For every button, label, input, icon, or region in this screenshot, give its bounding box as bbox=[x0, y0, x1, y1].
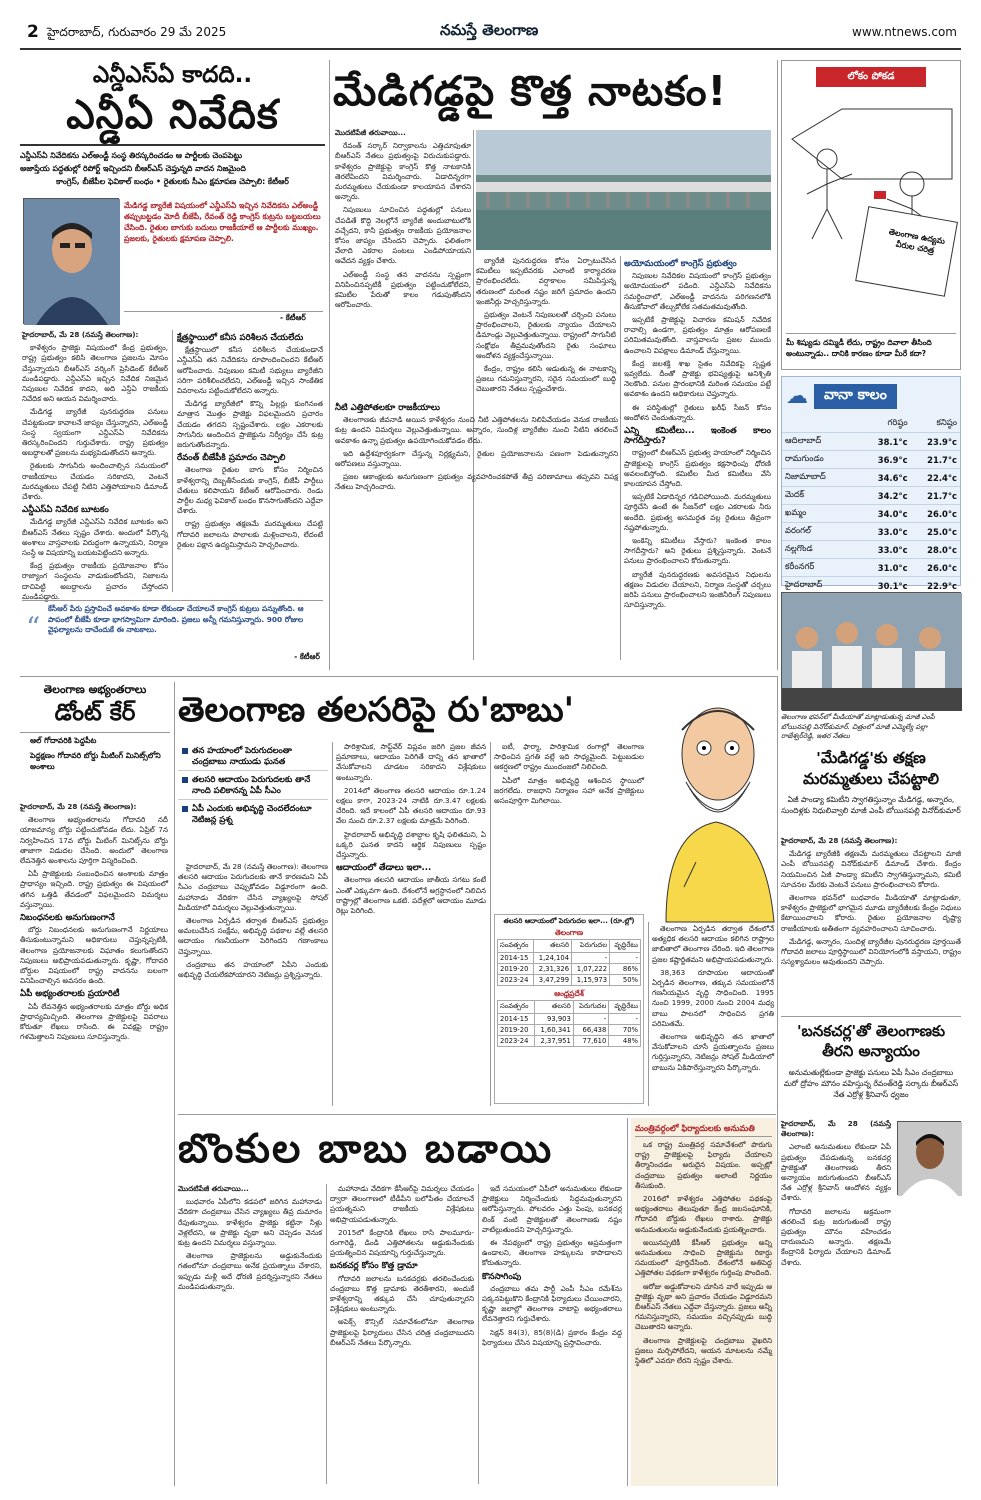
th: వృద్ధిరేటు bbox=[610, 940, 641, 953]
story-headline: 'మేడిగడ్డ'కు తక్షణ మరమ్మతులు చేపట్టాలి bbox=[803, 749, 939, 788]
city: వరంగల్ bbox=[782, 523, 861, 541]
story-paragraph: ఇది ఉద్దేశపూర్వకంగా చేస్తున్న నిర్లక్ష్యమని, రైతుల ప్రయోజనాలను పణంగా పెడుతున్నారని ఆరోపణలు వస్తున్నాయి. bbox=[335, 448, 618, 469]
max-temp: 33.0°c bbox=[861, 541, 910, 559]
story-telangana-per-capita bbox=[178, 682, 776, 1110]
table-row bbox=[498, 964, 641, 975]
th: తలసరి bbox=[534, 1001, 573, 1014]
pull-quote-attrib: - కేటీఆర్ bbox=[294, 652, 320, 661]
min-temp: 26.0°c bbox=[911, 559, 960, 577]
story-paragraph: అయినప్పటికీ కేసీఆర్ ప్రభుత్వం అన్ని అనుమతులు సాధించి ప్రాజెక్టును రికార్డు సమయంలో పూర్తిచేసింది. దేశంలోనే అతిపెద్ద ఎత్తిపోతల పథకంగా కాళేశ్వరం గుర్తింపు పొందింది. bbox=[635, 1237, 772, 1278]
min-temp: 22.9°c bbox=[911, 577, 960, 595]
max-temp: 34.0°c bbox=[861, 505, 910, 523]
th: సంవత్సరం bbox=[498, 940, 534, 953]
pull-quote-text: కేసీఆర్ పేరు ప్రస్తావించే అవకాశం కూడా లేకుండా చేయాలనే కాంగ్రెస్ కుట్రలు పన్నుతోంది. ఆ పాపంలో బీజేపీ కూడా భాగస్వామిగా మారింది. ప్రజలు అన్నీ గమనిస్తున్నారు. 900 రోజుల వైఫల్యాలను దాచేందుకే ఈ నాటకాలు. bbox=[48, 604, 304, 634]
dateline: హైదరాబాద్, గురువారం 29 మే 2025 bbox=[47, 25, 227, 39]
weather-table bbox=[782, 415, 960, 613]
story-medigadda-repairs bbox=[781, 592, 961, 1010]
story-paragraph: తెలంగాణ భవన్‌లో బుధవారం మీడియాతో మాట్లాడుతూ, కాళేశ్వరం ప్రాజెక్టులో భాగమైన మూడు బ్యారేజీలకు కేంద్రం నిధులు కేటాయించాలని కోరారు. రైతుల ప్రయోజనాల దృష్ట్యా రాజకీయాలకు అతీతంగా వ్యవహరించాలని సూచించారు. bbox=[781, 893, 961, 933]
portrait-icon bbox=[898, 1122, 962, 1196]
subheading: బనకచర్ల కోసం కొత్త డ్రామా bbox=[330, 1261, 418, 1272]
story-dateline: హైదరాబాద్, మే 28 (నమస్తే తెలంగాణ): bbox=[20, 802, 137, 811]
story-paragraph: ఇప్పటికే ప్రాజెక్టుపై విచారణ కమిషన్ నివేదిక రావాల్సి ఉండగా, ప్రభుత్వం మాత్రం ఆరోపణలకే పరిమితమవుతోంది. వాస్తవాలను ప్రజల ముందు ఉంచాలని విపక్షాలు డిమాండ్ చేస్తున్నాయి. bbox=[624, 315, 771, 355]
cell: 1,15,973 bbox=[572, 975, 610, 986]
story-paragraph: తెలంగాణ ఏర్పడిన తర్వాత దేశంలోనే అత్యధిక తలసరి ఆదాయం కలిగిన రాష్ట్రాల జాబితాలో తెలంగాణ చేరింది. ఇది తెలంగాణ ప్రజల కష్టార్జితమని అభిప్రాయపడుతున్నారు. bbox=[652, 924, 774, 964]
cartoon-sign: తెలంగాణ ఉద్యమ వీరుల చరిత్ర bbox=[888, 227, 946, 256]
masthead: నమస్తే తెలంగాణ bbox=[440, 21, 539, 39]
subheading: ఆదాయంలో తేడాలు ఇలా... bbox=[336, 863, 432, 874]
page-number: 2 bbox=[27, 22, 39, 42]
table-row bbox=[498, 1014, 641, 1025]
story-headline: డోంట్ కేర్ bbox=[54, 700, 136, 726]
table-row bbox=[498, 1036, 641, 1047]
max-temp: 38.1°c bbox=[861, 433, 910, 451]
story-banakacherla bbox=[781, 1016, 961, 1486]
story-headline: మేడిగడ్డపై కొత్త నాటకం! bbox=[333, 67, 728, 115]
col-min-label: కనిష్ఠం bbox=[911, 415, 960, 433]
story-dateline: హైదరాబాద్, మే 28 (నమస్తే తెలంగాణ): bbox=[22, 330, 139, 339]
story-dateline: హైదరాబాద్, మే 28 (నమస్తే తెలంగాణ): bbox=[781, 1119, 891, 1139]
story-paragraph: గోదావరి జలాలను బనకచర్లకు తరలించేందుకు చంద్రబాబు కొత్త డ్రామాకు తెరతీశారని, అందుకే కాళేశ్వరాన్ని తక్కువ చేసి చూపుతున్నారని విశ్లేషకులు అంటున్నారు. bbox=[330, 1273, 474, 1314]
story-paragraph: ఏపీ లేవనెత్తిన అభ్యంతరాలకు మాత్రం బోర్డు అధిక ప్రాధాన్యమిచ్చింది. తెలంగాణ ప్రాజెక్టులపై వివరాలు కోరుతూ లేఖలు రాసింది. ఈ వివక్షపై రాష్ట్రం గళమెత్తాలని నిపుణులు సూచిస్తున్నారు. bbox=[20, 1001, 168, 1042]
story-paragraph: ఏపీ ప్రాజెక్టులకు సంబంధించిన అంశాలకు మాత్రం ప్రాధాన్యం ఇచ్చింది. రాష్ట్ర ప్రభుత్వం ఈ విషయంలో తగిన ఒత్తిడి తేవడంలో విఫలమైందని విమర్శలు వస్తున్నాయి. bbox=[20, 869, 168, 909]
story-paragraph: సెక్షన్ 84(3), 85(8)(డి) ప్రకారం కేంద్రం వద్ద ఫిర్యాదులు చేసిన విషయాన్ని ప్రస్తావించారు. bbox=[482, 1327, 622, 1347]
story-paragraph: బుధవారం ఏపీలోని కడపలో జరిగిన మహానాడు వేదికగా చంద్రబాబు చేసిన వ్యాఖ్యలు తీవ్ర దుమారం రేపుతున్నాయి. కాళేశ్వరం ప్రాజెక్టు కట్టినా నీళ్లు వెళ్లలేదని, ఆ ప్రాజెక్టు వృథా అని చెప్పడం వెనుక కుట్ర ఉందని విమర్శలు వస్తున్నాయి. bbox=[178, 1197, 322, 1248]
story-deck: ఏజీ పాండ్యా కమిటీని స్వాగతిస్తున్నాం మేడిగడ్డ, అన్నారం, సుందిళ్లకు నిధులివ్వాలి మాజీ ఎంపీ బోయినపల్లి వినోద్‌కుమార్ bbox=[781, 795, 961, 815]
story-paragraph: ప్రజల ఆకాంక్షలకు అనుగుణంగా ప్రభుత్వం వ్యవహరించకపోతే తీవ్ర పరిణామాలు తప్పవని విపక్ష నేతలు హెచ్చరించారు. bbox=[335, 472, 618, 492]
cell: 2014-15 bbox=[498, 1014, 535, 1025]
story-paragraph: 2014లో తెలంగాణ తలసరి ఆదాయం రూ.1.24 లక్షలు కాగా, 2023-24 నాటికి రూ.3.47 లక్షలకు చేరింది. ఇదే కాలంలో ఏపీ తలసరి ఆదాయం రూ.93 వేల నుంచి రూ.2.37 లక్షలకు మాత్రమే పెరిగింది. bbox=[336, 785, 486, 826]
pull-quote-box bbox=[22, 600, 323, 664]
story-paragraph: రాష్ట్రంలో బీఆర్ఎస్ ప్రభుత్వ హయాంలో నిర్మించిన ప్రాజెక్టులపై కాంగ్రెస్ ప్రభుత్వం కక్షసాధింపు ధోరణి అవలంబిస్తోంది. కమిటీల మీద కమిటీలు వేసి కాలయాపన చేస్తోంది. bbox=[624, 448, 771, 489]
story-paragraph: చంద్రబాబు తమ పార్టీ ఎంపీ సీఎం రమేశ్‌ను పక్కనపెట్టుకొని కేంద్రానికి ఫిర్యాదులు చేయించారని, కృష్ణా జలాల్లో తెలంగాణ వాటాపై అభ్యంతరాలు లేవనెత్తారని గుర్తుచేశారు. bbox=[482, 1283, 622, 1324]
subheading: కొనసాగింపు bbox=[482, 1271, 522, 1282]
cell: 93,903 bbox=[534, 1014, 573, 1025]
subheading: రేవంత్ బీజేపీకి ప్రమాదం చెప్పాలి bbox=[177, 453, 286, 464]
cell: 70% bbox=[609, 1025, 641, 1036]
city: నిజామాబాద్ bbox=[782, 469, 861, 487]
barrage-image-icon bbox=[476, 130, 771, 250]
cell: 77,610 bbox=[573, 1036, 608, 1047]
story-paragraph: రేవంత్ సర్కార్ నిర్వాకాలను ఎత్తిచూపుతూ బీఆర్ఎస్ నేతలు ప్రభుత్వంపై విరుచుకుపడ్డారు. కాళేశ్వరం ప్రాజెక్టుపై కాంగ్రెస్ కొత్త నాటకానికి తెరలేపిందని విమర్శించారు. ఏడాదిన్నరగా మరమ్మతులు చేయకుండా కాలయాపన చేశారని అన్నారు. bbox=[335, 141, 471, 202]
weather-row bbox=[782, 487, 960, 505]
max-temp: 34.6°c bbox=[861, 469, 910, 487]
cell: - bbox=[609, 1014, 641, 1025]
story-cabinet-complaints bbox=[631, 1118, 776, 1486]
bullet-item: తన హయాంలో పెరుగుదలంతా చంద్రబాబు నాయుడు ఘనత bbox=[178, 742, 328, 771]
story-paragraph: ఇప్పటికే ఏడాదిన్నర గడిచిపోయింది. మరమ్మతులు పూర్తిచేసి ఉంటే ఈ సీజన్‌లో లక్షల ఎకరాలకు నీరు అందేది. ప్రభుత్వ అసమర్థత వల్ల రైతులు తీవ్రంగా నష్టపోతున్నారు. bbox=[624, 492, 771, 532]
cartoon-box bbox=[781, 60, 961, 370]
story-paragraph: మేడిగడ్డ, అన్నారం, సుందిళ్ల బ్యారేజీల పునరుద్ధరణ పూర్తయితే గోదావరి జలాలు పూర్తిస్థాయిలో వినియోగంలోకి వస్తాయని, రాష్ట్రం సస్యశ్యామలం అవుతుందని చెప్పారు. bbox=[781, 936, 961, 967]
story-paragraph: బ్యారేజీ పునరుద్ధరణకు అవసరమైన నిధులను తక్షణం విడుదల చేయాలని, నిర్మాణ సంస్థతో చర్చలు జరిపి పనులు ప్రారంభించాలని ఇంజినీరింగ్ నిపుణులు సూచిస్తున్నారు. bbox=[624, 569, 771, 610]
story-dont-care bbox=[20, 682, 170, 1486]
story-paragraph: ఎల్అండ్టీ సంస్థ తన వాదనను స్పష్టంగా వినిపించినప్పటికీ ప్రభుత్వం పట్టించుకోలేదని, కమిటీల పేరుతో కాలం గడుపుతోందని ఆరోపించారు. bbox=[335, 269, 471, 310]
story-paragraph: చంద్రబాబు తన హయాంలో ఏపీని ఎందుకు అభివృద్ధి చేయలేకపోయారని నెటిజన్లు ప్రశ్నిస్తున్నారు. bbox=[178, 959, 328, 980]
bullet-item: పెద్దక్షణం గోదావరి బోర్డు మీటింగ్ మినిట్స్‌లోని అంశాలు bbox=[30, 751, 161, 771]
story-paragraph: తెలంగాణ ఏర్పడిన తర్వాత బీఆర్‌ఎస్ ప్రభుత్వం అమలుచేసిన సంక్షేమ, అభివృద్ధి పథకాల వల్లే తలసరి ఆదాయం గణనీయంగా పెరిగిందని గణాంకాలు చెప్తున్నాయి. bbox=[178, 916, 328, 956]
cell: 2019-20 bbox=[498, 1025, 535, 1036]
story-headline: ఎన్డీఏ నివేదిక bbox=[66, 92, 279, 138]
weather-box bbox=[781, 376, 961, 591]
weather-row bbox=[782, 451, 960, 469]
story-paragraph: హైదరాబాద్ అభివృద్ధి దశాబ్దాల కృషి ఫలితమని, ఏ ఒక్కరి ఘనత కాదని ఆర్థిక నిపుణులు స్పష్టం చేస్తున్నారు. bbox=[336, 829, 486, 860]
story-paragraph: కేంద్ర జలశక్తి శాఖ సైతం నివేదికపై స్పష్టత ఇవ్వలేదు. దీంతో ప్రాజెక్టు భవిష్యత్తుపై అనిశ్చితి నెలకొంది. పనుల ప్రారంభానికి మరింత సమయం పట్టే అవకాశం ఉందని అధికారులు చెప్తున్నారు. bbox=[624, 358, 771, 399]
cell: 48% bbox=[609, 1036, 641, 1047]
continued-kicker: మొదటిపేజీ తరువాయి... bbox=[335, 128, 406, 137]
story-paragraph: తెలంగాణ అభివృద్ధిని తన ఖాతాలో వేసుకోవాలని చూసే ప్రయత్నాలను ప్రజలు గుర్తిస్తున్నారని, నెటిజన్లు సోషల్ మీడియాలో బాబును ఏకిపారేస్తున్నారని పేర్కొన్నారు. bbox=[652, 1032, 774, 1072]
cartoon-caption: మీ శిష్యుడు దమ్మిడీ లేదు, రాష్ట్రం దివాలా తీసింది అంటున్నాడు.. దానికి కారణం కూడా మీరే కదా? bbox=[786, 333, 956, 359]
story-paragraph: మహానాడు వేదికగా కేసీఆర్‌పై విమర్శలు చేయడం ద్వారా తెలంగాణలో టీడీపీని బలోపేతం చేయాలనే ప్రయత్నమని రాజకీయ విశ్లేషకులు అభిప్రాయపడుతున్నారు. bbox=[330, 1184, 474, 1224]
page-header bbox=[0, 0, 981, 56]
weather-row bbox=[782, 505, 960, 523]
story-paragraph: గోదావరి జలాలను అక్రమంగా తరలించే కుట్ర జరుగుతుంటే రాష్ట్ర ప్రభుత్వం మౌనం వహించడం దారుణమని అన్నారు. తక్షణమే కేంద్రానికి ఫిర్యాదు చేయాలని డిమాండ్ చేశారు. bbox=[781, 1206, 891, 1267]
story-paragraph: కేంద్రం, రాష్ట్రం కలిసి ఆడుతున్న ఈ నాటకాన్ని ప్రజలు గమనిస్తున్నారని, సరైన సమయంలో బుద్ధి చెబుతారని నేతలు స్పష్టంచేశారు. bbox=[476, 364, 616, 394]
press-meet-photo bbox=[781, 592, 961, 710]
max-temp: 31.0°c bbox=[861, 559, 910, 577]
th: తలసరి bbox=[534, 940, 572, 953]
story-paragraph: 2016లో కాళేశ్వరం ఎత్తిపోతల పథకంపై అభ్యంతరాలు తెలుపుతూ కేంద్ర జలసంఘానికి, గోదావరి బోర్డుకు లేఖలు రాశారు. ప్రాజెక్టు అనుమతులను అడ్డుకునేందుకు ప్రయత్నించారు. bbox=[635, 1194, 772, 1234]
th: పెరుగుదల bbox=[573, 1001, 608, 1014]
cell: 1,07,222 bbox=[572, 964, 610, 975]
weather-row bbox=[782, 433, 960, 451]
cartoon-label: లోకం పోకడ bbox=[816, 67, 926, 87]
table-title: తలసరి ఆదాయంలో పెరుగుదల ఇలా... (రూ.ల్లో) bbox=[503, 917, 635, 925]
max-temp: 33.0°c bbox=[861, 523, 910, 541]
max-temp: 30.1°c bbox=[861, 577, 910, 595]
story-paragraph: బోర్డు నిబంధనలకు అనుగుణంగానే నిర్ణయాలు తీసుకుంటున్నామని అధికారులు చెప్తున్నప్పటికీ, తెలంగాణ ప్రయోజనాలకు విఘాతం కలుగుతోందని నిపుణులు అభిప్రాయపడుతున్నారు. కృష్ణా, గోదావరి బోర్డుల విషయంలో రాష్ట్ర వాదనను బలంగా వినిపించాల్సిన అవసరం ఉంది. bbox=[20, 925, 168, 986]
story-paragraph: ఈ పరిస్థితుల్లో రైతులు ఖరీఫ్ సీజన్ కోసం ఆందోళన చెందుతున్నారు. bbox=[624, 402, 771, 422]
min-temp: 28.0°c bbox=[911, 541, 960, 559]
story-paragraph: అపెక్స్ కౌన్సిల్ సమావేశంలోనూ తెలంగాణ ప్రాజెక్టులపై ఫిర్యాదులు చేసిన చరిత్ర చంద్రబాబుదని బీఆర్‌ఎస్ నేతలు పేర్కొన్నారు. bbox=[330, 1317, 474, 1347]
story-paragraph: ఐటీ, ఫార్మా, పారిశ్రామిక రంగాల్లో తెలంగాణ సాధించిన ప్రగతి వల్లే ఇది సాధ్యమైంది. పెట్టుబడుల ఆకర్షణలో రాష్ట్రం ముందంజలో నిలిచింది. bbox=[494, 742, 644, 772]
story-paragraph: ఒక రాష్ట్ర మంత్రివర్గ సమావేశంలో పొరుగు రాష్ట్ర ప్రాజెక్టులపై ఫిర్యాదు చేయాలని తీర్మానించడం అరుదైన విషయం. అప్పట్లో చంద్రబాబు ప్రభుత్వం అలాంటి నిర్ణయం తీసుకుంది. bbox=[635, 1140, 772, 1190]
table-group-label: తెలంగాణ bbox=[554, 928, 584, 937]
min-temp: 21.7°c bbox=[911, 487, 960, 505]
portrait-icon bbox=[24, 199, 120, 325]
story-paragraph: తెలంగాణ అభ్యంతరాలను గోదావరి నదీ యాజమాన్య బోర్డు పట్టించుకోవడం లేదు. ఏప్రిల్ 7న నిర్వహించిన 17వ బోర్డు మీటింగ్ మినిట్స్‌ను బోర్డు తాజాగా విడుదల చేసింది. అందులో తెలంగాణ లేవనెత్తిన అంశాలను పూర్తిగా విస్మరించింది. bbox=[20, 815, 168, 866]
website: www.ntnews.com bbox=[852, 25, 957, 39]
min-temp: 26.0°c bbox=[911, 505, 960, 523]
barrage-photo bbox=[476, 130, 771, 250]
table-group-label: ఆంధ్రప్రదేశ్ bbox=[554, 989, 584, 998]
cell: 1,24,104 bbox=[534, 953, 572, 964]
story-paragraph: మేడిగడ్డ బ్యారేజీ పునరుద్ధరణ పనులు చేపట్టకుండా కావాలనే జాప్యం చేస్తున్నారని, ఎల్అండ్టీ సంస్థ స్వయంగా ఎన్డీఎస్ఏ నివేదికను తిరస్కరించిందని గుర్తుచేశారు. రాష్ట్ర ప్రభుత్వం అబద్ధాలతో ప్రజలను మభ్యపెడుతోందని అన్నారు. bbox=[22, 407, 168, 458]
story-paragraph: కాళేశ్వరం ప్రాజెక్టు విషయంలో కేంద్ర ప్రభుత్వం, రాష్ట్ర ప్రభుత్వం కలిసి తెలంగాణ ప్రజలను మోసం చేస్తున్నాయని బీఆర్ఎస్ వర్కింగ్ ప్రెసిడెంట్ కేటీఆర్ మండిపడ్డారు. ఎన్డీఎస్ఏ ఇచ్చిన నివేదిక నిజమైన నిపుణుల నివేదిక కాదని, అది ఎన్డీఏ రాజకీయ నివేదిక అని ఆయన విమర్శించారు. bbox=[22, 343, 168, 404]
subheading: నీటి ఎత్తిపోతలకూ రాజకీయాలు bbox=[335, 403, 440, 413]
city: మెదక్ bbox=[782, 487, 861, 505]
cell: - bbox=[610, 953, 641, 964]
table-row bbox=[498, 975, 641, 986]
story-deck-1: ఎన్డీఎస్ఏ నివేదికను ఎల్అండ్టీ సంస్థ తిరస్కరించడం ఆ పార్టీలకు చెంపపెట్టు bbox=[20, 151, 243, 160]
bullet-item: ఏపీ ఎందుకు అభివృద్ధి చెందలేదంటూ నెటిజన్ల ప్రశ్న bbox=[178, 800, 328, 828]
quote-mark-icon: “ bbox=[26, 611, 41, 644]
table-row bbox=[498, 953, 641, 964]
story-paragraph: ఏపీలో మాత్రం అభివృద్ధి ఆశించిన స్థాయిలో జరగలేదు. రాజధాని నిర్మాణం సహా అనేక ప్రాజెక్టులు అసంపూర్తిగా మిగిలాయి. bbox=[494, 775, 644, 806]
story-paragraph: నిపుణుల నివేదికల విషయంలో కాంగ్రెస్ ప్రభుత్వం అయోమయంలో పడింది. ఎన్డీఎస్ఏ నివేదికను సమర్థించాలో, ఎల్అండ్టీ వాదనను పరిగణనలోకి తీసుకోవాలో తేల్చుకోలేక సతమతమవుతోంది. bbox=[624, 271, 771, 311]
city: కరీంనగర్ bbox=[782, 559, 861, 577]
story-paragraph: ఈ నేపథ్యంలో రాష్ట్ర ప్రభుత్వం అప్రమత్తంగా ఉండాలని, తెలంగాణ హక్కులను కాపాడాలని కోరుతున్నారు. bbox=[482, 1238, 622, 1268]
city: నల్లగొండ bbox=[782, 541, 861, 559]
min-temp: 21.7°c bbox=[911, 451, 960, 469]
cell: - bbox=[572, 953, 610, 964]
cell: 2023-24 bbox=[498, 1036, 535, 1047]
subheading: నిబంధనలకు అనుగుణంగానే bbox=[20, 913, 115, 924]
cell: 2,31,326 bbox=[534, 964, 572, 975]
subheading: ఏపీ అభ్యంతరాలకు ప్రయారిటీ bbox=[20, 989, 120, 1000]
cell: 2014-15 bbox=[498, 953, 534, 964]
th: పెరుగుదల bbox=[572, 940, 610, 953]
city: రామగుండం bbox=[782, 451, 861, 469]
city: ఆదిలాబాద్ bbox=[782, 433, 861, 451]
bullet-item: తలసరి ఆదాయం పెరుగుదలకు తానే నాంది పలికానన్న ఏపీ సీఎం bbox=[178, 771, 328, 800]
weather-row bbox=[782, 559, 960, 577]
cell: 66,438 bbox=[573, 1025, 608, 1036]
story-deck: అనుమతుల్లేకుండా ప్రాజెక్టు పనులు ఏపీ సీఎం చంద్రబాబు మరో ద్రోహం మౌనం వహిస్తున్న రేవంత్‌రెడ్డి సర్కారు బీఆర్‌ఎస్ నేత ఎర్రోళ్ల శ్రీనివాస్ ధ్వజం bbox=[783, 1068, 959, 1099]
story-overline: మంత్రివర్గంలో ఫిర్యాదులకు అనుమతి bbox=[635, 1122, 772, 1137]
min-temp: 25.0°c bbox=[911, 523, 960, 541]
story-paragraph: తెలంగాణకు జీవనాడి అయిన కాళేశ్వరం నుంచి నీటి ఎత్తిపోతలను నిలిపివేయడం వెనుక రాజకీయ కుట్ర ఉందని విమర్శలు వెల్లువెత్తుతున్నాయి. అన్నారం, సుందిళ్ల బ్యారేజీల నుంచి నీటిని తరలించే అవకాశం ఉన్నా ప్రభుత్వం ఉపయోగించుకోవడం లేదు. bbox=[335, 415, 618, 445]
story-deck-3: కాంగ్రెస్, బీజేపీల ఫెవికాల్ బంధం • రైతులకు సీఎం క్షమాపణ చెప్పాలి: కేటీఆర్ bbox=[56, 177, 289, 186]
weather-row bbox=[782, 523, 960, 541]
story-paragraph: మేడిగడ్డ బ్యారేజీకి తక్షణమే మరమ్మతులు చేపట్టాలని మాజీ ఎంపీ బోయినపల్లి వినోద్‌కుమార్ డిమాండ్ చేశారు. కేంద్రం నియమించిన ఏజీ పాండ్యా కమిటీని స్వాగతిస్తున్నామని, కమిటీ సూచనల మేరకు వెంటనే పనులు ప్రారంభించాలని కోరారు. bbox=[781, 849, 961, 889]
max-temp: 34.2°c bbox=[861, 487, 910, 505]
erolla-srinivas-photo bbox=[897, 1121, 961, 1195]
cell: 2,37,951 bbox=[534, 1036, 573, 1047]
story-paragraph: పారిశ్రామిక, సాఫ్ట్‌వేర్ విప్లవం జరిగి ప్రజల జీవన ప్రమాణాలు, ఆదాయం పెరిగితే దాన్ని తన ఖాతాలో వేసుకోవాలని చూడటం సరికాదని విశ్లేషకులు అంటున్నారు. bbox=[336, 742, 486, 782]
cell: 3,47,299 bbox=[534, 975, 572, 986]
story-paragraph: మేడిగడ్డ బ్యారేజీలో కొన్ని పిల్లర్లు కుంగినంత మాత్రాన మొత్తం ప్రాజెక్టు విఫలమైందని ప్రచారం చేయడం తగదని స్పష్టంచేశారు. లక్షల ఎకరాలకు సాగునీరు అందించిన ప్రాజెక్టును నిర్వీర్యం చేసే కుట్ర జరుగుతోందన్నారు. bbox=[177, 399, 323, 450]
ktr-quote-attrib: - కేటీఆర్ bbox=[280, 313, 306, 322]
story-paragraph: తెలంగాణ ప్రాజెక్టులపై చంద్రబాబు వైఖరిని ప్రజలు మర్చిపోలేదని, ఆయన మాటలను నమ్మే స్థితిలో ఎవరూ లేరని స్పష్టం చేశారు. bbox=[635, 1335, 772, 1366]
story-paragraph: మేడిగడ్డ బ్యారేజీ ఎన్డీఎస్ఏ నివేదిక బూటకం అని బీఆర్ఎస్ నేతలు స్పష్టం చేశారు. అందులో పేర్కొన్న అంశాలు వాస్తవాలకు విరుద్ధంగా ఉన్నాయని, నిర్మాణ సంస్థే ఆ విషయాన్ని బయటపెట్టిందని అన్నారు. bbox=[22, 517, 168, 558]
story-dateline: హైదరాబాద్, మే 28 (నమస్తే తెలంగాణ): bbox=[781, 836, 898, 845]
story-paragraph: రైతులకు సాగునీరు అందించాల్సిన సమయంలో రాజకీయాలు చేయడం సరికాదని, వెంటనే మరమ్మతులు చేపట్టి నీటిని ఎత్తిపోయాలని డిమాండ్ చేశారు. bbox=[22, 461, 168, 502]
per-capita-table-box bbox=[494, 914, 644, 1104]
table-row bbox=[498, 1025, 641, 1036]
bullet-item: ఆల్ గోదావరికి పెద్దపీట bbox=[30, 736, 97, 745]
cell: 86% bbox=[610, 964, 641, 975]
photo-caption: తెలంగాణ భవన్‌లో మీడియాతో మాట్లాడుతున్న మాజీ ఎంపీ బోయినపల్లి వినోద్‌కుమార్. చిత్రంలో మాజీ ఎమ్మెల్యే పల్లా రాజేశ్వర్‌రెడ్డి, ఇతర నేతలు bbox=[781, 713, 935, 740]
story-paragraph: 38,363 రూపాయల ఆదాయంతో ఏర్పడిన తెలంగాణ, తక్కువ సమయంలోనే గణనీయమైన వృద్ధి సాధించింది. 1995 నుంచి 1999, 2000 నుంచి 2004 మధ్య బాబు పాలనలో సాధించిన ప్రగతి పరిమితమే. bbox=[652, 967, 774, 1028]
continued-kicker: మొదటిపేజీ తరువాయి... bbox=[178, 1184, 249, 1193]
subheading: క్షేత్రస్థాయిలో కనీస పరిశీలన చేయలేదు bbox=[177, 333, 304, 343]
story-overline: తెలంగాణ అభ్యంతరాలు bbox=[43, 683, 147, 696]
story-paragraph: ఆరోజు అడ్డుకోవాలని చూసిన వారే ఇప్పుడు ఆ ప్రాజెక్టు వృథా అని ప్రచారం చేయడం విడ్డూరమని బీఆర్‌ఎస్ నేతలు ఎద్దేవా చేస్తున్నారు. ప్రజలు అన్నీ గమనిస్తున్నారని, సమయం వచ్చినప్పుడు బుద్ధి చెబుతారని అన్నారు. bbox=[635, 1281, 772, 1332]
story-bonkula-babu bbox=[178, 1118, 623, 1486]
rain-cloud-icon: ☁ bbox=[786, 383, 808, 409]
weather-row bbox=[782, 541, 960, 559]
story-paragraph: ఎలాంటి అనుమతులు లేకుండా ఏపీ ప్రభుత్వం చేపడుతున్న బనకచర్ల ప్రాజెక్టుతో తెలంగాణకు తీరని అన్యాయం జరుగుతుందని బీఆర్‌ఎస్ నేత ఎర్రోళ్ల శ్రీనివాస్ ఆందోళన వ్యక్తం చేశారు. bbox=[781, 1142, 891, 1203]
story-medigadda-drama bbox=[333, 60, 773, 670]
city: ఖమ్మం bbox=[782, 505, 861, 523]
cell: 1,60,341 bbox=[534, 1025, 573, 1036]
subheading: ఎన్డీఎస్ఏ నివేదిక బూటకం bbox=[22, 505, 109, 516]
table-header-row bbox=[498, 940, 641, 953]
story-paragraph: ప్రభుత్వం వెంటనే నిపుణులతో చర్చించి పనులు ప్రారంభించాలని, రైతులకు న్యాయం చేయాలని డిమాండ్లు వెల్లువెత్తుతున్నాయి. రాష్ట్రంలో సాగునీటి సంక్షోభం తీవ్రమవుతోందని రైతు సంఘాలు ఆందోళన వ్యక్తంచేస్తున్నాయి. bbox=[476, 310, 616, 360]
group-photo-icon bbox=[782, 593, 962, 711]
story-paragraph: క్షేత్రస్థాయిలో కనీస పరిశీలన చేయకుండానే ఎన్డీఎస్ఏ తన నివేదికను రూపొందించిందని కేటీఆర్ ఆరోపించారు. నిపుణుల కమిటీ సభ్యులు బ్యారేజీని సరిగా పరిశీలించలేదని, ఎల్అండ్టీ ఇచ్చిన సాంకేతిక వివరాలను పట్టించుకోలేదని అన్నారు. bbox=[177, 345, 323, 396]
story-paragraph: నిపుణులు సూచించిన పద్ధతుల్లో పనులు చేపడితే కొద్ది నెలల్లోనే బ్యారేజీ అందుబాటులోకి వచ్చేదని, కానీ ప్రభుత్వం రాజకీయ ప్రయోజనాల కోసం జాప్యం చేసిందని చెప్పారు. ఫలితంగా వేలాది ఎకరాల పంటలు ఎండిపోయాయని ఆవేదన వ్యక్తం చేశారు. bbox=[335, 205, 471, 266]
story-kicker: ఎన్డీఎస్ఏ కాదది.. bbox=[92, 62, 253, 88]
th: వృద్ధిరేటు bbox=[609, 1001, 641, 1014]
story-paragraph: 2015లో కేంద్రానికి లేఖలు రాసి పాలమూరు-రంగారెడ్డి, డిండి ఎత్తిపోతలను అడ్డుకునేందుకు ప్రయత్నించిన విషయాన్ని గుర్తుచేస్తున్నారు. bbox=[330, 1227, 474, 1258]
story-paragraph: తెలంగాణ తలసరి ఆదాయం జాతీయ సగటు కంటే ఎంతో ఎక్కువగా ఉంది. దేశంలోనే అగ్రస్థానంలో నిలిచిన రాష్ట్రాల్లో తెలంగాణ ఒకటి. పదేళ్లలో ఆదాయం మూడు రెట్లు పెరిగింది. bbox=[336, 875, 486, 916]
cell: 2019-20 bbox=[498, 964, 534, 975]
story-headline: బొంకుల బాబు బడాయి bbox=[178, 1126, 554, 1172]
story-paragraph: తెలంగాణ రైతుల బాగు కోసం నిర్మించిన కాళేశ్వరాన్ని దెబ్బతీసేందుకు కాంగ్రెస్, బీజేపీ పార్టీలు చేతులు కలిపాయని కేటీఆర్ ఆరోపించారు. రెండు పార్టీల మధ్య ఫెవికాల్ బంధం కొనసాగుతోందని ఎద్దేవా చేశారు. bbox=[177, 465, 323, 516]
weather-header bbox=[782, 377, 960, 415]
andhra-table bbox=[497, 1000, 641, 1047]
ktr-quote: మేడిగడ్డ బ్యారేజీ విషయంలో ఎన్డీఎస్ఏ ఇచ్చిన నివేదికను ఎల్అండ్టీ తప్పుబట్టడం మోదీ బీజేపీ, రేవంత్ రెడ్డి కాంగ్రెస్ కుట్రను బట్టబయలు చేసింది. రైతుల బాగుకు బదులు రాజకీయాలే ఆ పార్టీలకు ముఖ్యం. ప్రజలకు, రైతులకు క్షమాపణ చెప్పాలి. bbox=[124, 200, 323, 312]
cell: 50% bbox=[610, 975, 641, 986]
th: సంవత్సరం bbox=[498, 1001, 535, 1014]
story-paragraph: హైదరాబాద్, మే 28 (నమస్తే తెలంగాణ): తెలంగాణ తలసరి ఆదాయం పెరుగుదలకు తానే కారణమని ఏపీ సీఎం చంద్రబాబు చెప్పుకోవడం విడ్డూరంగా ఉంది. మహానాడు వేదికగా చేసిన వ్యాఖ్యలపై సోషల్ మీడియాలో విమర్శలు వెల్లువెత్తుతున్నాయి. bbox=[178, 862, 328, 912]
weather-title: వానా కాలం bbox=[814, 384, 897, 409]
cell: - bbox=[573, 1014, 608, 1025]
weather-row bbox=[782, 469, 960, 487]
chandrababu-caricature-icon bbox=[656, 682, 776, 922]
min-temp: 23.9°c bbox=[911, 433, 960, 451]
col-max-label: గరిష్ఠం bbox=[861, 415, 910, 433]
ktr-photo bbox=[23, 198, 119, 324]
story-paragraph: ఇదే సమయంలో ఏపీలో అనుమతులు లేకుండా ప్రాజెక్టులు నిర్మించేందుకు సిద్ధమవుతున్నారని ఆరోపిస్తున్నారు. పోలవరం ఎత్తు పెంపు, బనకచర్ల లింక్ వంటి ప్రాజెక్టులతో తెలంగాణకు నష్టం వాటిల్లుతుందని హెచ్చరిస్తున్నారు. bbox=[482, 1184, 622, 1234]
cell: 2023-24 bbox=[498, 975, 534, 986]
story-deck-2: అజాప్తేయ పద్ధతుల్లో రిపోర్ట్ ఇచ్చిందని బీఆర్ఎస్ చెప్తున్నది వాదన నిజమైంది bbox=[20, 164, 246, 173]
story-headline: 'బనకచర్ల'తో తెలంగాణకు తీరని అన్యాయం bbox=[796, 1022, 946, 1060]
story-paragraph: ఇంకెన్ని కమిటీలు వేస్తారు? ఇంకెంత కాలం సాగదీస్తారు? అని రైతులు ప్రశ్నిస్తున్నారు. వెంటనే పనులు ప్రారంభించాలని కోరుతున్నారు. bbox=[624, 536, 771, 566]
telangana-table bbox=[497, 939, 641, 986]
subheading: అయోమయంలో కాంగ్రెస్ ప్రభుత్వం bbox=[624, 259, 737, 269]
story-paragraph: బ్యారేజీ పునరుద్ధరణ కోసం ఏర్పాటుచేసిన కమిటీలు ఇప్పటివరకు ఎలాంటి కార్యాచరణ ప్రారంభించలేదు. వర్షాకాలం సమీపిస్తున్న తరుణంలో మరింత నష్టం జరిగే ప్రమాదం ఉందని ఇంజినీర్లు హెచ్చరిస్తున్నారు. bbox=[476, 256, 616, 306]
table-header-row bbox=[498, 1001, 641, 1014]
story-paragraph: తెలంగాణ ప్రాజెక్టులను అడ్డుకునేందుకు గతంలోనూ చంద్రబాబు అనేక ప్రయత్నాలు చేశారని, ఇప్పుడు మళ్లీ అదే ధోరణి ప్రదర్శిస్తున్నారని నేతలు మండిపడుతున్నారు. bbox=[178, 1251, 322, 1291]
min-temp: 22.4°c bbox=[911, 469, 960, 487]
story-paragraph: రాష్ట్ర ప్రభుత్వం తక్షణమే మరమ్మతులు చేపట్టి గోదావరి జలాలను పొలాలకు మళ్లించాలని, లేదంటే రైతుల పక్షాన ఉద్యమిస్తామని హెచ్చరించారు. bbox=[177, 519, 323, 549]
story-headline: తెలంగాణ తలసరిపై రు'బాబు' bbox=[178, 690, 575, 730]
story-ndsa-report bbox=[20, 60, 325, 670]
story-paragraph: కేంద్ర ప్రభుత్వం రాజకీయ ప్రయోజనాల కోసం రాజ్యాంగ సంస్థలను వాడుకుంటోందని, నిజాలను దాచిపెట్టి అబద్ధాలను ప్రచారం చేస్తోందని మండిపడ్డారు. bbox=[22, 561, 168, 601]
max-temp: 36.9°c bbox=[861, 451, 910, 469]
subheading: ఎన్ని కమిటీలు... ఇంకెంత కాలం సాగదీస్తారు? bbox=[624, 426, 771, 447]
city: హైదరాబాద్ bbox=[782, 577, 861, 595]
cartoon-drawing-icon bbox=[782, 89, 960, 299]
